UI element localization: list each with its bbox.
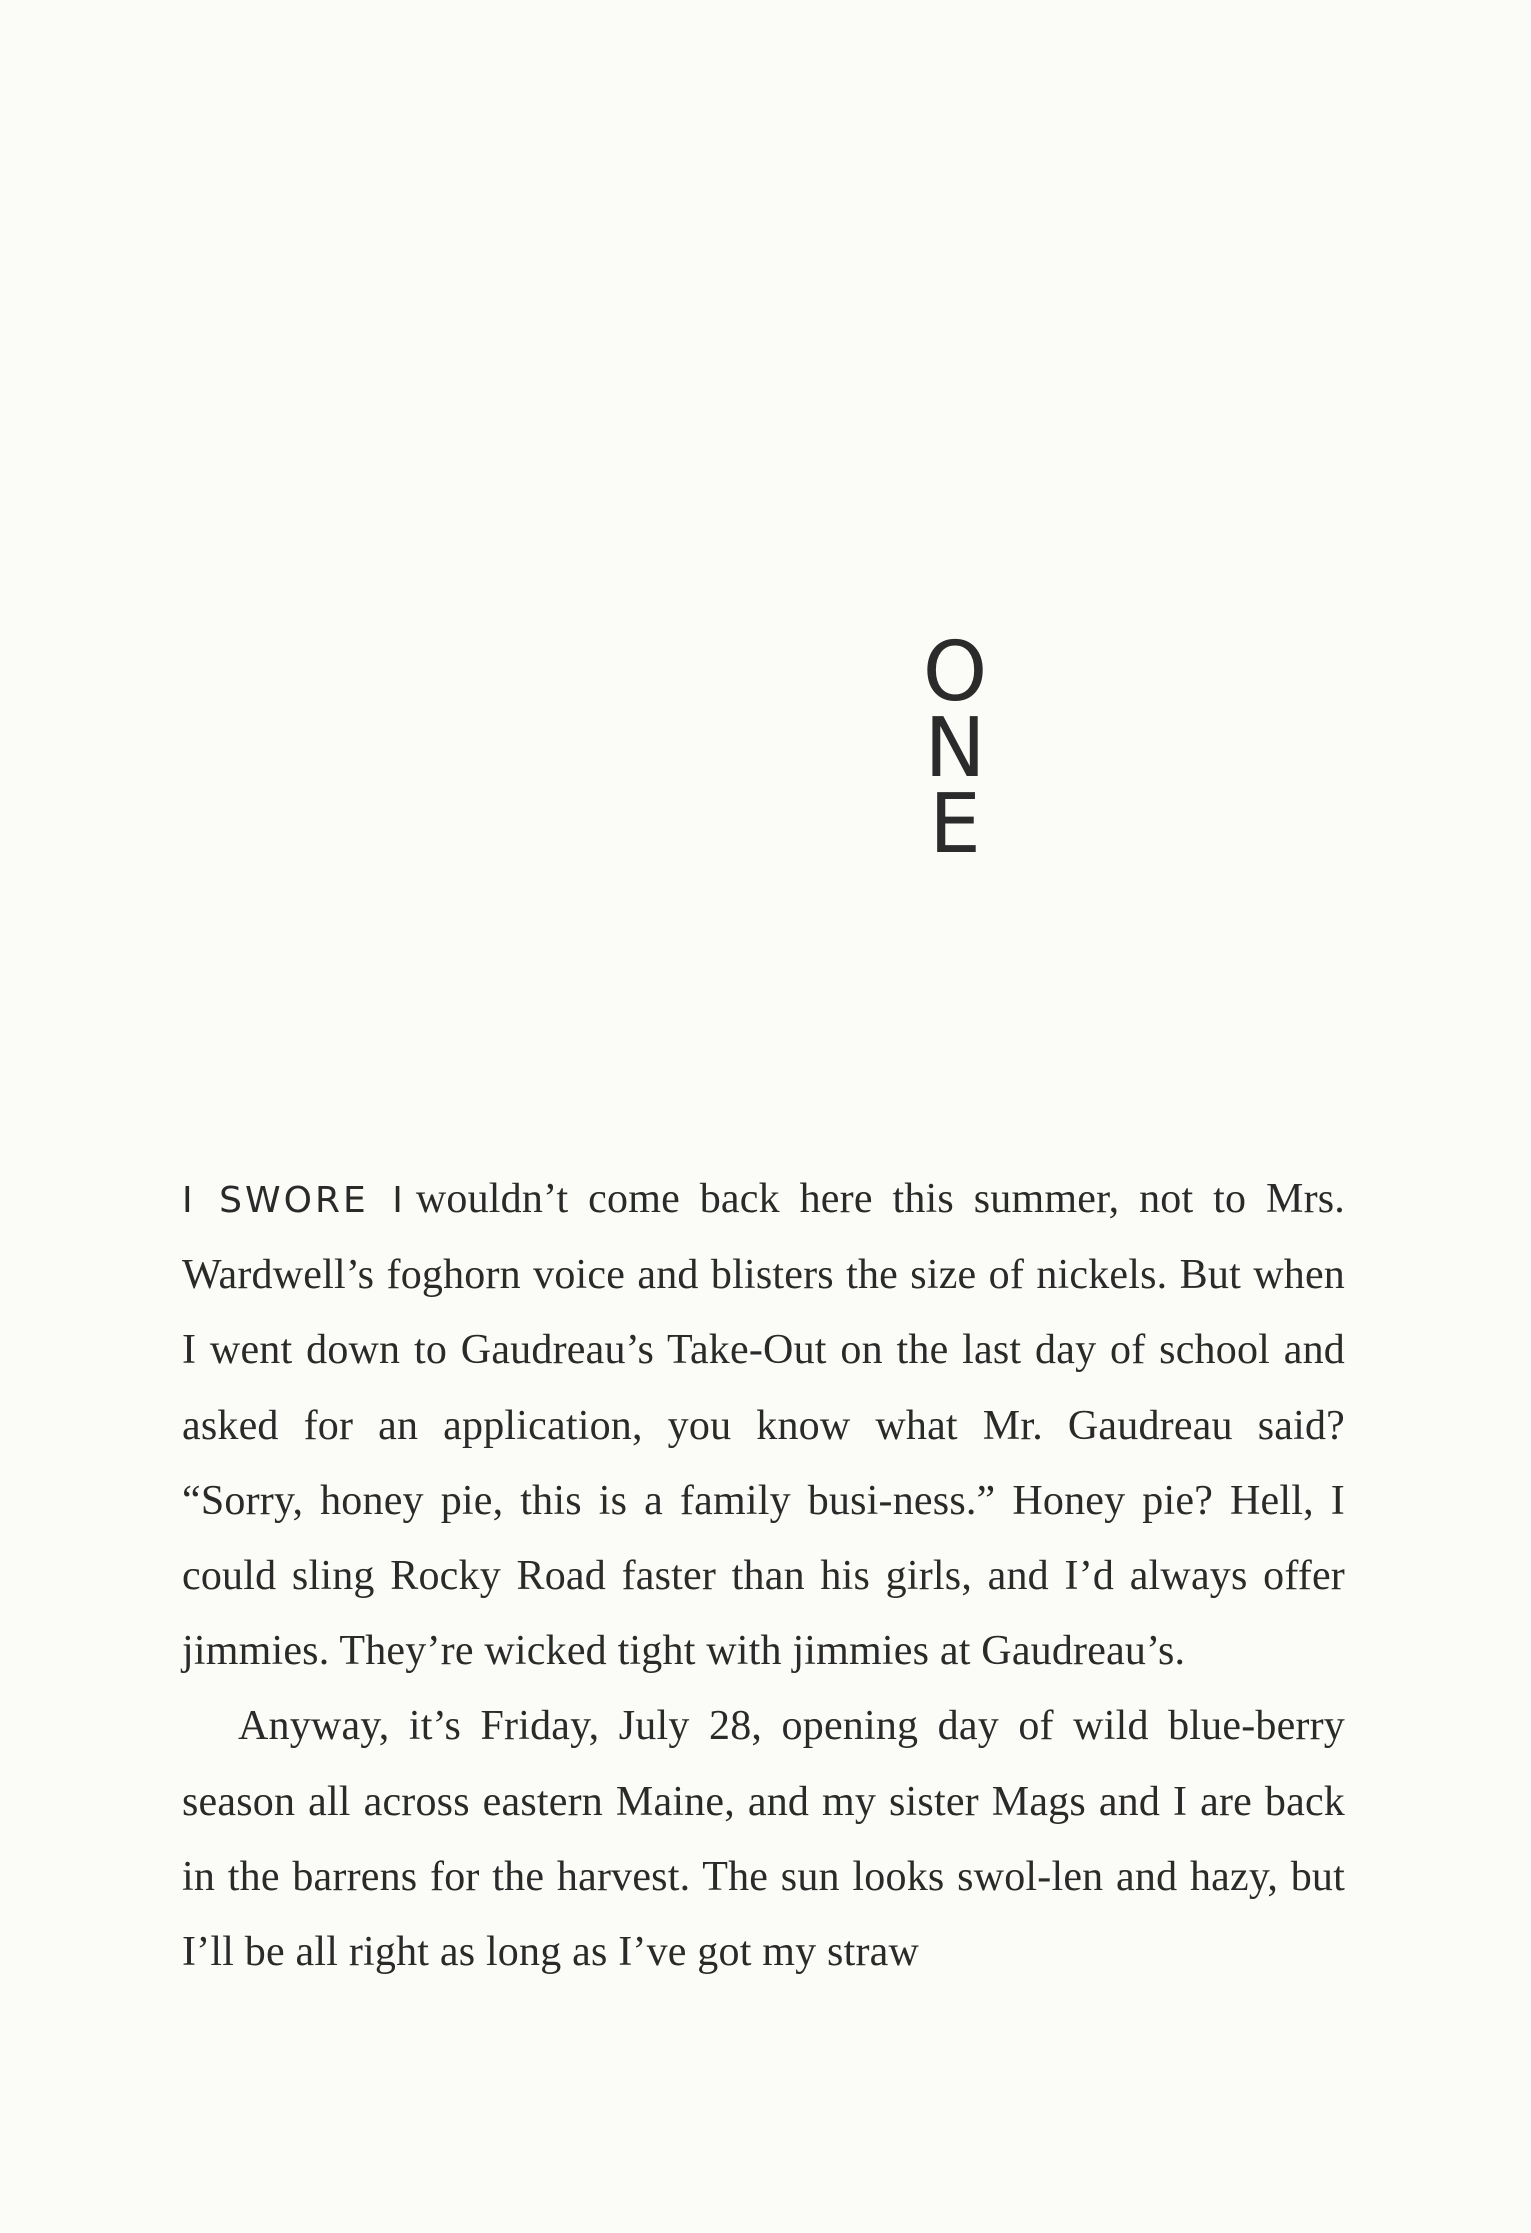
chapter-title (895, 625, 1015, 872)
paragraph (182, 1162, 1345, 1689)
chapter-title-letter: E (929, 777, 981, 872)
chapter-body (182, 1162, 1345, 1990)
paragraph-text: wouldn’t come back here this summer, not to Mrs. Wardwell’s foghorn voice and blisters the size of nickels. But when I went down to Gaudreau’s Take-Out on the last day of school and asked for an application, you know what Mr. Gaudreau said? “Sorry, honey pie, this is a family busi-ness.” Honey pie? Hell, I could sling Rocky Road faster than his girls, and I’d always offer jimmies. They’re wicked tight with jimmies at Gaudreau’s. (182, 1176, 1346, 1675)
paragraph: Anyway, it’s Friday, July 28, opening day of wild blue-berry season all across eastern Maine, and my sister Mags and I are back in the barrens for the harvest. The sun looks swol-len and hazy, but I’ll be all right as long as I’ve got my straw (182, 1703, 1345, 1976)
lead-in-small-caps: I SWORE I (182, 1180, 406, 1221)
chapter-title-letter: N (924, 701, 986, 796)
chapter-title-letter: O (922, 625, 988, 720)
